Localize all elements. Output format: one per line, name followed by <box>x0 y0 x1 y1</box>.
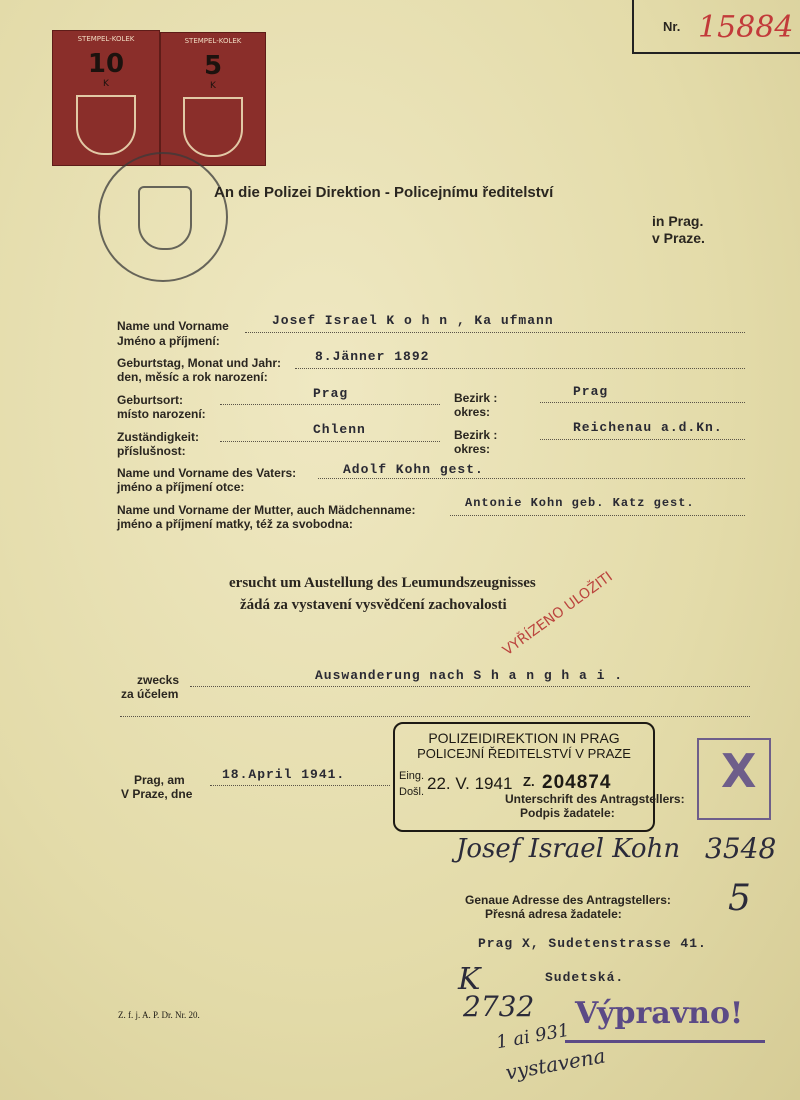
birthplace-district-value: Prag <box>573 384 609 399</box>
birth-value: 8.Jänner 1892 <box>315 349 430 364</box>
birthplace-value: Prag <box>313 386 349 401</box>
revenue-stamp-top-text: STEMPEL-KOLEK <box>77 35 135 43</box>
mother-dotted-line <box>450 515 745 516</box>
coat-of-arms-icon <box>76 95 136 155</box>
father-dotted-line <box>318 478 745 479</box>
purpose-value: Auswanderung nach S h a n g h a i . <box>315 668 624 683</box>
father-label-de: Name und Vorname des Vaters: <box>117 466 297 480</box>
handwritten-number-3548: 3548 <box>705 832 777 865</box>
header-place-cz: v Praze. <box>652 230 705 246</box>
birthplace-label-de: Geburtsort: <box>117 393 183 407</box>
vypravno-underline <box>565 1040 765 1043</box>
address-label-cz: Přesná adresa žadatele: <box>485 907 622 921</box>
signature-label-de: Unterschrift des Antragstellers: <box>505 792 685 806</box>
mother-value: Antonie Kohn geb. Katz gest. <box>465 496 695 510</box>
purpose-label-de: zwecks <box>137 673 180 687</box>
birthplace-district-label-de: Bezirk : <box>454 391 498 405</box>
domicile-district-label-cz: okres: <box>454 442 491 456</box>
mother-label-cz: jméno a příjmení matky, též za svobodna: <box>117 517 353 531</box>
name-dotted-line <box>245 332 745 333</box>
date-label-cz: V Praze, dne <box>121 787 193 801</box>
request-line-de: ersucht um Austellung des Leumundszeugnisses <box>229 575 536 591</box>
revenue-stamp-unit: K <box>103 79 109 89</box>
signature-handwritten: Josef Israel Kohn <box>456 834 681 864</box>
birth-label-cz: den, měsíc a rok narození: <box>117 370 268 384</box>
purpose-dotted-line <box>190 686 750 687</box>
form-code: Z. f. j. A. P. Dr. Nr. 20. <box>118 1010 200 1020</box>
handwritten-ref2: 1 ai 931 <box>494 1019 572 1054</box>
header-title: An die Polizei Direktion - Policejnímu ředitelství <box>214 184 554 201</box>
revenue-stamp-unit: K <box>210 81 216 91</box>
lion-emblem-icon <box>138 186 192 250</box>
birthplace-label-cz: místo narození: <box>117 407 206 421</box>
form-number-label: Nr. <box>663 19 681 34</box>
handwritten-ref: 2732 <box>463 990 535 1023</box>
address-label-de: Genaue Adresse des Antragstellers: <box>465 893 671 907</box>
handwritten-five: 5 <box>728 878 751 919</box>
revenue-stamp-top-text: STEMPEL-KOLEK <box>184 37 242 45</box>
receipt-stamp-number: 204874 <box>542 772 612 793</box>
birthplace-district-label-cz: okres: <box>454 405 491 419</box>
name-value: Josef Israel K o h n , Ka ufmann <box>272 313 554 328</box>
domicile-label-de: Zuständigkeit: <box>117 430 200 444</box>
purpose-label-cz: za účelem <box>121 687 179 701</box>
birthplace-dotted-line <box>220 404 440 405</box>
violet-x-stamp <box>697 738 771 820</box>
domicile-dotted-line <box>220 441 440 442</box>
date-label-de: Prag, am <box>134 773 185 787</box>
address-line2: Sudetská. <box>545 970 625 985</box>
receipt-stamp-dosl: Došl. <box>399 786 425 798</box>
police-seal-stamp <box>98 152 228 282</box>
domicile-value: Chlenn <box>313 422 366 437</box>
vyrizeno-stamp: VYŘÍZENO ULOŽITI <box>500 568 616 659</box>
receipt-stamp-line2: POLICEJNÍ ŘEDITELSTVÍ V PRAZE <box>417 746 631 761</box>
receipt-stamp-date: 22. V. 1941 <box>427 774 513 793</box>
name-label-cz: Jméno a příjmení: <box>117 334 220 348</box>
coat-of-arms-icon <box>183 97 243 157</box>
domicile-district-label-de: Bezirk : <box>454 428 498 442</box>
revenue-stamp-value: 5 <box>203 51 223 81</box>
address-line1: Prag X, Sudetenstrasse 41. <box>478 936 707 951</box>
mother-label-de: Name und Vorname der Mutter, auch Mädchenname: <box>117 503 416 517</box>
name-label-de: Name und Vorname <box>117 319 229 333</box>
date-dotted-line <box>210 785 390 786</box>
handwritten-ref3: vystavena <box>503 1043 608 1085</box>
birthplace-district-dotted-line <box>540 402 745 403</box>
receipt-stamp-eing: Eing. <box>399 770 425 782</box>
domicile-label-cz: příslušnost: <box>117 444 186 458</box>
x-mark-icon: X <box>721 744 757 798</box>
handwritten-k-mark: K <box>458 962 481 997</box>
father-label-cz: jméno a příjmení otce: <box>117 480 245 494</box>
birth-label-de: Geburtstag, Monat und Jahr: <box>117 356 282 370</box>
domicile-district-dotted-line <box>540 439 745 440</box>
revenue-stamp-10 <box>52 30 160 166</box>
father-value: Adolf Kohn gest. <box>343 462 484 477</box>
date-value: 18.April 1941. <box>222 767 346 782</box>
request-line-cz: žádá za vystavení vysvědčení zachovalosti <box>240 597 507 613</box>
birth-dotted-line <box>295 368 745 369</box>
vypravno-stamp: Výpravno! <box>575 996 744 1031</box>
receipt-stamp-z: Z. <box>523 774 535 789</box>
header-place-de: in Prag. <box>652 213 704 229</box>
signature-label-cz: Podpis žadatele: <box>520 806 615 820</box>
revenue-stamp-5 <box>160 32 266 166</box>
domicile-district-value: Reichenau a.d.Kn. <box>573 420 723 435</box>
purpose-dotted-line-2 <box>120 716 750 717</box>
revenue-stamp-value: 10 <box>87 49 125 79</box>
form-number-value: 15884 <box>698 10 794 45</box>
receipt-stamp-line1: POLIZEIDIREKTION IN PRAG <box>428 730 620 746</box>
